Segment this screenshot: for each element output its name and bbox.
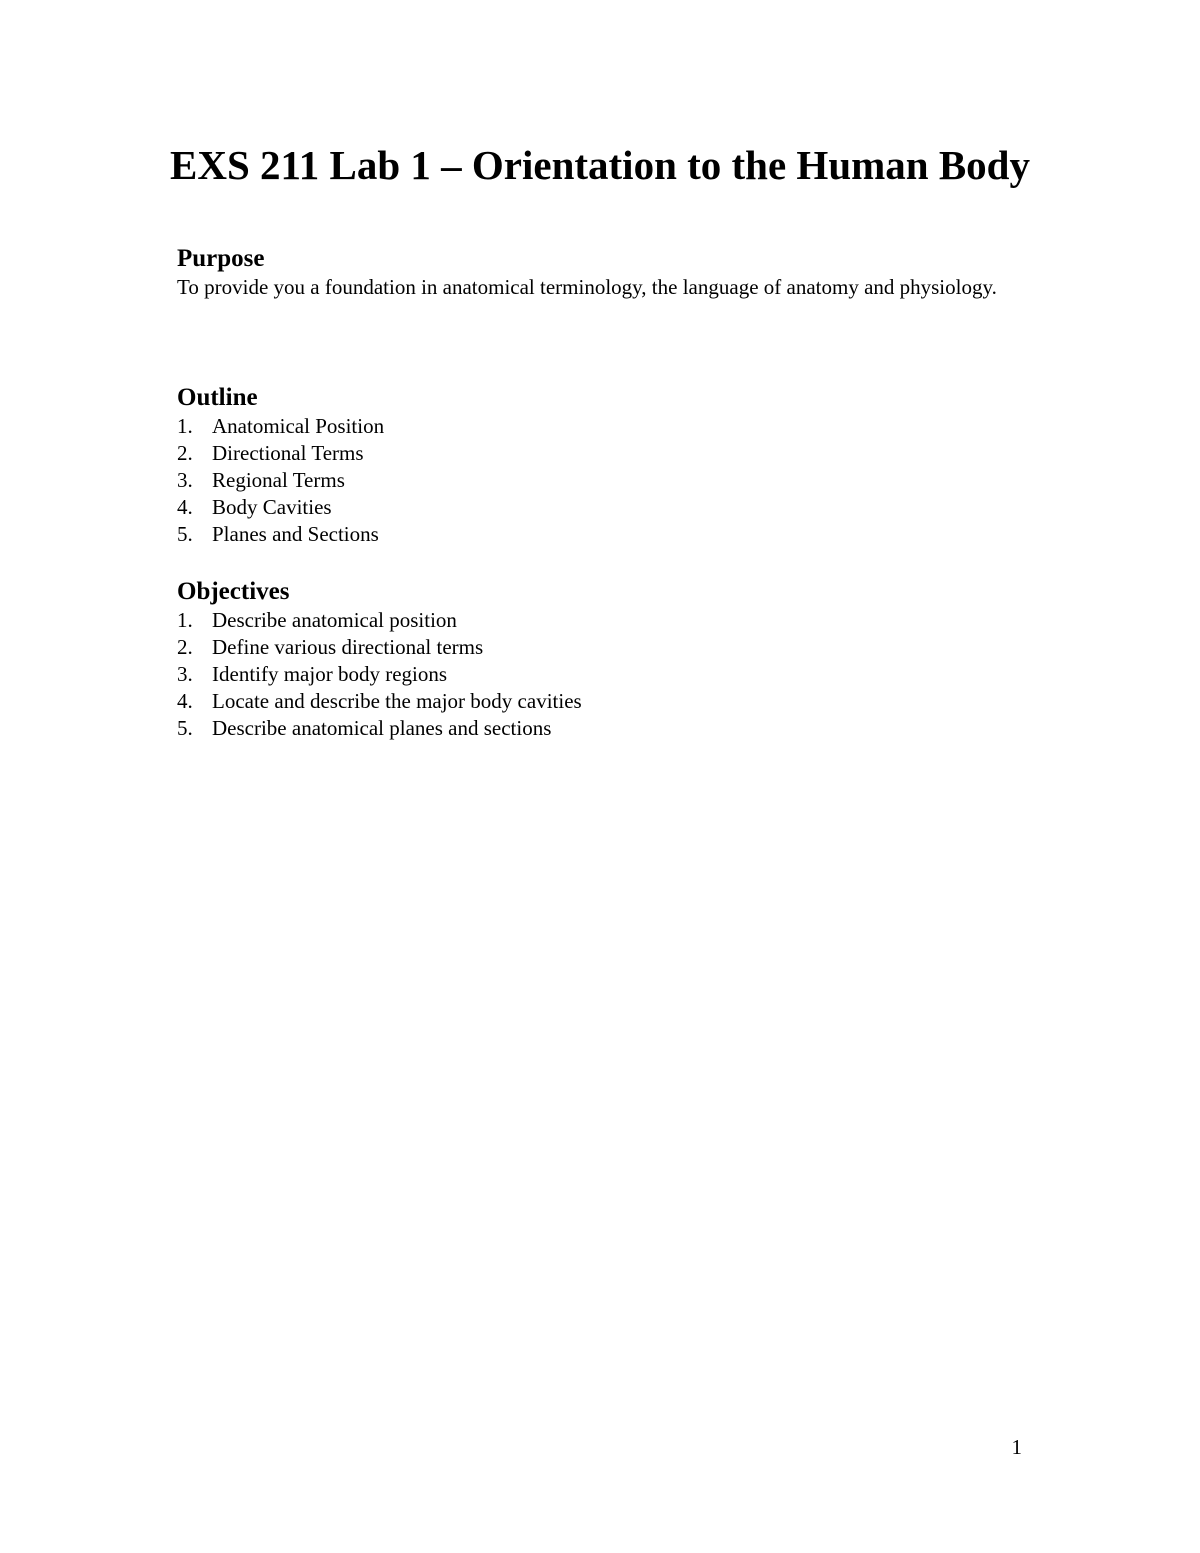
list-item-text: Describe anatomical planes and sections [212, 716, 552, 740]
list-item-text: Regional Terms [212, 468, 345, 492]
outline-item [177, 413, 1023, 440]
list-item-text: Describe anatomical position [212, 608, 457, 632]
objective-item [177, 661, 1023, 688]
outline-item [177, 494, 1023, 521]
purpose-section [177, 244, 1023, 301]
list-item-text: Identify major body regions [212, 662, 448, 686]
objective-item [177, 688, 1023, 715]
objective-item [177, 607, 1023, 634]
purpose-heading: Purpose [177, 245, 265, 272]
list-item-number: 5. [177, 716, 193, 740]
list-item-text: Locate and describe the major body cavities [212, 689, 582, 713]
list-item-text: Directional Terms [212, 441, 364, 465]
objectives-list [177, 607, 1023, 742]
list-item-text: Define various directional terms [212, 635, 484, 659]
outline-section [177, 383, 1023, 548]
outline-heading: Outline [177, 384, 258, 411]
list-item-number: 5. [177, 522, 193, 546]
outline-list [177, 413, 1023, 548]
list-item-number: 1. [177, 414, 193, 438]
list-item-number: 4. [177, 495, 193, 519]
list-item-number: 3. [177, 468, 193, 492]
page-number: 1 [1011, 1435, 1022, 1459]
list-item-number: 2. [177, 441, 193, 465]
objectives-heading: Objectives [177, 578, 290, 605]
objective-item [177, 634, 1023, 661]
objective-item [177, 715, 1023, 742]
list-item-text: Planes and Sections [212, 522, 379, 546]
list-item-number: 2. [177, 635, 193, 659]
objectives-section [177, 577, 1023, 742]
list-item-number: 1. [177, 608, 193, 632]
outline-item [177, 440, 1023, 467]
list-item-text: Anatomical Position [212, 414, 385, 438]
list-item-number: 4. [177, 689, 193, 713]
outline-item [177, 467, 1023, 494]
list-item-number: 3. [177, 662, 193, 686]
list-item-text: Body Cavities [212, 495, 332, 519]
purpose-text: To provide you a foundation in anatomical terminology, the language of anatomy and physiology. [177, 275, 997, 299]
outline-item [177, 521, 1023, 548]
document-title: EXS 211 Lab 1 – Orientation to the Human Body [170, 142, 1030, 188]
